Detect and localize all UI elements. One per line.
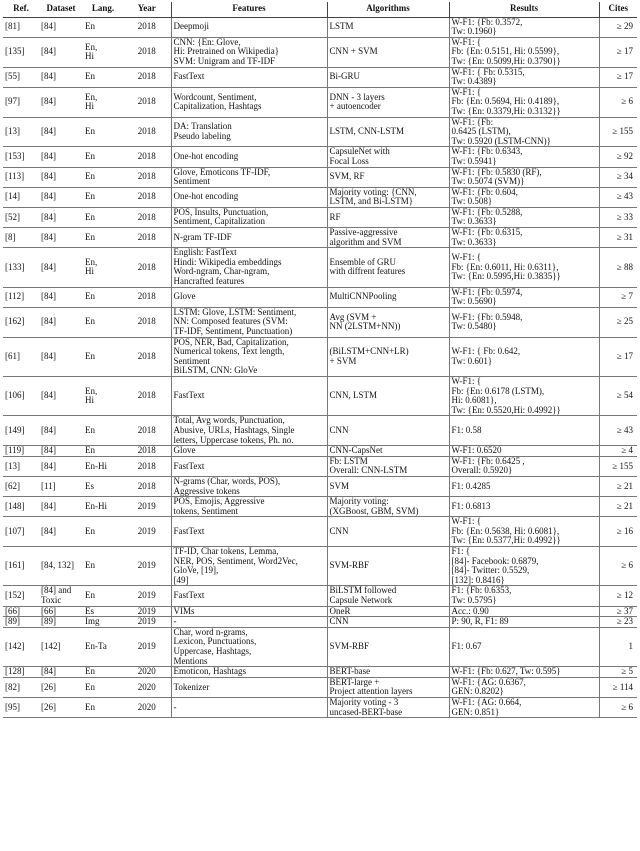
algorithms-cell: Majority voting: {CNN, LSTM, and Bi-LSTM} (327, 187, 449, 207)
year-cell: 2018 (123, 228, 171, 248)
results-cell: Acc.: 0.90 (449, 606, 599, 617)
year-cell: 2018 (123, 376, 171, 415)
results-cell: W-F1: { Fb: {En: 0.5151, Hi: 0.5599}, Tw: {En: 0.5099,Hi: 0.3790}} (449, 37, 599, 67)
dataset-cell: [84] (39, 307, 83, 337)
ref-cell: [142] (3, 627, 39, 666)
lang-cell: En-Hi (83, 456, 123, 476)
results-cell: F1: {Fb: 0.6353, Tw: 0.5795} (449, 586, 599, 606)
lang-cell: En (83, 187, 123, 207)
cites-cell: ≥ 6 (599, 87, 637, 117)
table-body (3, 17, 637, 718)
year-cell: 2018 (123, 17, 171, 37)
table-row (3, 456, 637, 476)
results-cell: W-F1: {Fb: 0.5948, Tw: 0.5480} (449, 307, 599, 337)
dataset-cell: [84] (39, 456, 83, 476)
year-cell: 2019 (123, 497, 171, 517)
lang-cell: En (83, 147, 123, 167)
ref-cell: [52] (3, 207, 39, 227)
algorithms-cell: CapsuleNet with Focal Loss (327, 147, 449, 167)
ref-cell: [95] (3, 697, 39, 717)
header-lang: Lang. (83, 2, 123, 17)
year-cell: 2019 (123, 517, 171, 547)
year-cell: 2018 (123, 67, 171, 87)
dataset-cell: [84] (39, 248, 83, 287)
table-row (3, 627, 637, 666)
ref-cell: [113] (3, 167, 39, 187)
features-cell: N-grams (Char, words, POS), Aggressive tokens (171, 476, 327, 496)
dataset-cell: [84] (39, 37, 83, 67)
lang-cell: En (83, 446, 123, 457)
results-cell: W-F1: { Fb: 0.5315, Tw: 0.4389} (449, 67, 599, 87)
features-cell: Char, word n-grams, Lexicon, Punctuations, Uppercase, Hashtags, Mentions (171, 627, 327, 666)
year-cell: 2018 (123, 287, 171, 307)
features-cell: VIMs (171, 606, 327, 617)
lang-cell: Img (83, 617, 123, 628)
table-row (3, 337, 637, 376)
cites-cell: ≥ 114 (599, 677, 637, 697)
cites-cell: ≥ 17 (599, 37, 637, 67)
table-row (3, 187, 637, 207)
results-cell: W-F1: {Fb: 0.627, Tw: 0.595} (449, 667, 599, 678)
results-cell: W-F1: {Fb: 0.3572, Tw: 0.1960} (449, 17, 599, 37)
lang-cell: En (83, 228, 123, 248)
ref-cell: [107] (3, 517, 39, 547)
year-cell: 2019 (123, 606, 171, 617)
lang-cell: En (83, 517, 123, 547)
table-row (3, 376, 637, 415)
cites-cell: ≥ 12 (599, 586, 637, 606)
algorithms-cell: SVM (327, 476, 449, 496)
features-cell: One-hot encoding (171, 147, 327, 167)
features-cell: Wordcount, Sentiment, Capitalization, Hashtags (171, 87, 327, 117)
algorithms-cell: BiLSTM followed Capsule Network (327, 586, 449, 606)
table-row (3, 248, 637, 287)
dataset-cell: [84] (39, 228, 83, 248)
table-row (3, 17, 637, 37)
cites-cell: ≥ 21 (599, 476, 637, 496)
results-cell: W-F1: {Fb: 0.6315, Tw: 0.3633} (449, 228, 599, 248)
algorithms-cell: Ensemble of GRU with diffrent features (327, 248, 449, 287)
features-cell: FastText (171, 517, 327, 547)
dataset-cell: [84] (39, 187, 83, 207)
results-cell: W-F1: {Fb: 0.5830 (RF), Tw: 0.5074 (SVM)} (449, 167, 599, 187)
ref-cell: [97] (3, 87, 39, 117)
features-cell: POS, Emojis, Aggressive tokens, Sentiment (171, 497, 327, 517)
header-year: Year (123, 2, 171, 17)
cites-cell: ≥ 33 (599, 207, 637, 227)
ref-cell: [153] (3, 147, 39, 167)
year-cell: 2018 (123, 147, 171, 167)
algorithms-cell: SVM-RBF (327, 627, 449, 666)
features-cell: Tokenizer (171, 677, 327, 697)
dataset-cell: [84] (39, 416, 83, 446)
results-cell: F1: 0.4285 (449, 476, 599, 496)
year-cell: 2020 (123, 677, 171, 697)
year-cell: 2019 (123, 547, 171, 586)
algorithms-cell: RF (327, 207, 449, 227)
ref-cell: [81] (3, 17, 39, 37)
table-row (3, 147, 637, 167)
cites-cell: ≥ 17 (599, 337, 637, 376)
ref-cell: [128] (3, 667, 39, 678)
table-row (3, 416, 637, 446)
ref-cell: [161] (3, 547, 39, 586)
ref-cell: [119] (3, 446, 39, 457)
table-row (3, 117, 637, 147)
dataset-cell: [84, 132] (39, 547, 83, 586)
table-row (3, 497, 637, 517)
ref-cell: [162] (3, 307, 39, 337)
features-cell: FastText (171, 456, 327, 476)
algorithms-cell: CNN (327, 617, 449, 628)
features-cell: LSTM: Glove, LSTM: Sentiment, NN: Composed features (SVM: TF-IDF, Sentiment, Punctuation) (171, 307, 327, 337)
cites-cell: ≥ 6 (599, 547, 637, 586)
cites-cell: ≥ 17 (599, 67, 637, 87)
dataset-cell: [26] (39, 677, 83, 697)
ref-cell: [66] (3, 606, 39, 617)
header-ref: Ref. (3, 2, 39, 17)
table-row (3, 667, 637, 678)
ref-cell: [14] (3, 187, 39, 207)
results-cell: W-F1: {Fb: 0.6425 (LSTM), Tw: 0.5920 (LSTM-CNN)} (449, 117, 599, 147)
algorithms-cell: CNN + SVM (327, 37, 449, 67)
features-cell: FastText (171, 586, 327, 606)
table-row (3, 37, 637, 67)
lang-cell: En (83, 207, 123, 227)
algorithms-cell: CNN-CapsNet (327, 446, 449, 457)
cites-cell: ≥ 29 (599, 17, 637, 37)
results-cell: F1: 0.58 (449, 416, 599, 446)
ref-cell: [112] (3, 287, 39, 307)
results-cell: F1: 0.6813 (449, 497, 599, 517)
results-cell: W-F1: {Fb: 0.6343, Tw: 0.5941} (449, 147, 599, 167)
ref-cell: [135] (3, 37, 39, 67)
algorithms-cell: LSTM, CNN-LSTM (327, 117, 449, 147)
algorithms-cell: MultiCNNPooling (327, 287, 449, 307)
lang-cell: Es (83, 476, 123, 496)
lang-cell: En (83, 416, 123, 446)
dataset-cell: [84] (39, 376, 83, 415)
cites-cell: ≥ 43 (599, 416, 637, 446)
cites-cell: ≥ 54 (599, 376, 637, 415)
results-cell: W-F1: { Fb: {En: 0.5638, Hi: 0.6081}, Tw: {En: 0.5377,Hi: 0.4992}} (449, 517, 599, 547)
ref-cell: [89] (3, 617, 39, 628)
results-cell: W-F1: {AG: 0.6367, GEN: 0.8202} (449, 677, 599, 697)
cites-cell: ≥ 16 (599, 517, 637, 547)
algorithms-cell: DNN - 3 layers + autoencoder (327, 87, 449, 117)
dataset-cell: [84] (39, 17, 83, 37)
features-cell: Glove (171, 287, 327, 307)
features-cell: Deepmoji (171, 17, 327, 37)
cites-cell: ≥ 43 (599, 187, 637, 207)
table-row (3, 547, 637, 586)
header-features: Features (171, 2, 327, 17)
table-row (3, 517, 637, 547)
ref-cell: [13] (3, 117, 39, 147)
lang-cell: En (83, 287, 123, 307)
dataset-cell: [84] (39, 497, 83, 517)
lang-cell: En (83, 67, 123, 87)
dataset-cell: [84] (39, 517, 83, 547)
header-algorithms: Algorithms (327, 2, 449, 17)
lang-cell: En (83, 117, 123, 147)
ref-cell: [82] (3, 677, 39, 697)
table-row (3, 207, 637, 227)
lang-cell: En (83, 307, 123, 337)
cites-cell: ≥ 155 (599, 456, 637, 476)
cites-cell: ≥ 6 (599, 697, 637, 717)
ref-cell: [13] (3, 456, 39, 476)
dataset-cell: [84] (39, 337, 83, 376)
dataset-cell: [84] (39, 207, 83, 227)
cites-cell: ≥ 25 (599, 307, 637, 337)
lang-cell: En (83, 167, 123, 187)
results-cell: W-F1: { Fb: {En: 0.6178 (LSTM), Hi: 0.6081}, Tw: {En: 0.5520,Hi: 0.4992}} (449, 376, 599, 415)
year-cell: 2018 (123, 117, 171, 147)
lang-cell: En, Hi (83, 248, 123, 287)
year-cell: 2019 (123, 617, 171, 628)
year-cell: 2018 (123, 37, 171, 67)
dataset-cell: [84] (39, 667, 83, 678)
cites-cell: ≥ 37 (599, 606, 637, 617)
year-cell: 2019 (123, 586, 171, 606)
table-row (3, 67, 637, 87)
lang-cell: En-Ta (83, 627, 123, 666)
results-cell: W-F1: { Fb: {En: 0.5694, Hi: 0.4189}, Tw: {En: 0.3379,Hi: 0.3132}} (449, 87, 599, 117)
table-row (3, 87, 637, 117)
algorithms-cell: (BiLSTM+CNN+LR) + SVM (327, 337, 449, 376)
year-cell: 2018 (123, 456, 171, 476)
results-cell: W-F1: {Fb: 0.604, Tw: 0.508} (449, 187, 599, 207)
features-cell: Emoticon, Hashtags (171, 667, 327, 678)
features-cell: CNN: {En: Glove, Hi: Pretrained on Wikipedia} SVM: Unigram and TF-IDF (171, 37, 327, 67)
year-cell: 2020 (123, 667, 171, 678)
features-cell: Glove (171, 446, 327, 457)
ref-cell: [62] (3, 476, 39, 496)
results-cell: W-F1: {Fb: 0.5288, Tw: 0.3633} (449, 207, 599, 227)
algorithms-cell: CNN, LSTM (327, 376, 449, 415)
ref-cell: [55] (3, 67, 39, 87)
year-cell: 2018 (123, 167, 171, 187)
dataset-cell: [84] (39, 87, 83, 117)
dataset-cell: [84] and Toxic (39, 586, 83, 606)
year-cell: 2019 (123, 627, 171, 666)
year-cell: 2018 (123, 337, 171, 376)
header-dataset: Dataset (39, 2, 83, 17)
literature-table (3, 2, 637, 718)
ref-cell: [149] (3, 416, 39, 446)
lang-cell: En (83, 697, 123, 717)
cites-cell: ≥ 4 (599, 446, 637, 457)
table-row (3, 677, 637, 697)
results-cell: W-F1: 0.6520 (449, 446, 599, 457)
lang-cell: En, Hi (83, 376, 123, 415)
table-row (3, 617, 637, 628)
features-cell: English: FastText Hindi: Wikipedia embeddings Word-ngram, Char-ngram, Hancrafted features (171, 248, 327, 287)
dataset-cell: [11] (39, 476, 83, 496)
table-row (3, 476, 637, 496)
table-row (3, 287, 637, 307)
dataset-cell: [84] (39, 147, 83, 167)
lang-cell: En (83, 547, 123, 586)
features-cell: POS, NER, Bad, Capitalization, Numerical tokens, Text length, Sentiment BiLSTM, CNN: GloVe (171, 337, 327, 376)
cites-cell: 1 (599, 627, 637, 666)
lang-cell: En (83, 337, 123, 376)
lang-cell: En, Hi (83, 87, 123, 117)
cites-cell: ≥ 88 (599, 248, 637, 287)
cites-cell: ≥ 7 (599, 287, 637, 307)
results-cell: F1: 0.67 (449, 627, 599, 666)
ref-cell: [8] (3, 228, 39, 248)
cites-cell: ≥ 31 (599, 228, 637, 248)
features-cell: TF-ID, Char tokens, Lemma, NER, POS, Sentiment, Word2Vec, GloVe, [19], [49] (171, 547, 327, 586)
ref-cell: [61] (3, 337, 39, 376)
year-cell: 2018 (123, 87, 171, 117)
lang-cell: En (83, 17, 123, 37)
cites-cell: ≥ 21 (599, 497, 637, 517)
algorithms-cell: BERT-base (327, 667, 449, 678)
features-cell: Total, Avg words, Punctuation, Abusive, URLs, Hashtags, Single letters, Uppercase tokens, Ph. no. (171, 416, 327, 446)
results-cell: W-F1: {Fb: 0.5974, Tw: 0.5690} (449, 287, 599, 307)
cites-cell: ≥ 155 (599, 117, 637, 147)
dataset-cell: [66] (39, 606, 83, 617)
results-cell: W-F1: { Fb: {En: 0.6011, Hi: 0.6311}, Tw: {En: 0.5995,Hi: 0.3835}} (449, 248, 599, 287)
dataset-cell: [84] (39, 446, 83, 457)
lang-cell: En, Hi (83, 37, 123, 67)
ref-cell: [152] (3, 586, 39, 606)
table-row (3, 307, 637, 337)
algorithms-cell: CNN (327, 517, 449, 547)
algorithms-cell: Bi-GRU (327, 67, 449, 87)
algorithms-cell: OneR (327, 606, 449, 617)
results-cell: W-F1: { Fb: 0.642, Tw: 0.601} (449, 337, 599, 376)
features-cell: DA: Translation Pseudo labeling (171, 117, 327, 147)
lang-cell: Es (83, 606, 123, 617)
results-cell: F1: { [84]- Facebook: 0.6879, [84]- Twitter: 0.5529, [132]: 0.8416} (449, 547, 599, 586)
dataset-cell: [84] (39, 67, 83, 87)
table-row (3, 228, 637, 248)
algorithms-cell: CNN (327, 416, 449, 446)
results-cell: W-F1: {Fb: 0.6425 , Overall: 0.5920} (449, 456, 599, 476)
table-row (3, 167, 637, 187)
table-row (3, 606, 637, 617)
algorithms-cell: Avg (SVM + NN (2LSTM+NN)) (327, 307, 449, 337)
algorithms-cell: Majority voting: (XGBoost, GBM, SVM) (327, 497, 449, 517)
cites-cell: ≥ 23 (599, 617, 637, 628)
header-results: Results (449, 2, 599, 17)
year-cell: 2018 (123, 248, 171, 287)
table-row (3, 446, 637, 457)
dataset-cell: [142] (39, 627, 83, 666)
table-row (3, 697, 637, 717)
table-header (3, 2, 637, 17)
year-cell: 2018 (123, 416, 171, 446)
features-cell: - (171, 617, 327, 628)
lang-cell: En (83, 667, 123, 678)
features-cell: One-hot encoding (171, 187, 327, 207)
algorithms-cell: Passive-aggressive algorithm and SVM (327, 228, 449, 248)
features-cell: N-gram TF-IDF (171, 228, 327, 248)
algorithms-cell: SVM, RF (327, 167, 449, 187)
ref-cell: [148] (3, 497, 39, 517)
algorithms-cell: LSTM (327, 17, 449, 37)
results-cell: P: 90, R, F1: 89 (449, 617, 599, 628)
features-cell: Glove, Emoticons TF-IDF, Sentiment (171, 167, 327, 187)
table-row (3, 586, 637, 606)
cites-cell: ≥ 5 (599, 667, 637, 678)
lang-cell: En (83, 677, 123, 697)
year-cell: 2018 (123, 187, 171, 207)
dataset-cell: [26] (39, 697, 83, 717)
header-cites: Cites (599, 2, 637, 17)
ref-cell: [133] (3, 248, 39, 287)
cites-cell: ≥ 92 (599, 147, 637, 167)
algorithms-cell: SVM-RBF (327, 547, 449, 586)
year-cell: 2018 (123, 446, 171, 457)
algorithms-cell: Fb: LSTM Overall: CNN-LSTM (327, 456, 449, 476)
dataset-cell: [84] (39, 117, 83, 147)
year-cell: 2018 (123, 307, 171, 337)
features-cell: FastText (171, 67, 327, 87)
dataset-cell: [84] (39, 287, 83, 307)
results-cell: W-F1: {AG: 0.664, GEN: 0.851} (449, 697, 599, 717)
year-cell: 2018 (123, 476, 171, 496)
ref-cell: [106] (3, 376, 39, 415)
algorithms-cell: Majority voting - 3 uncased-BERT-base (327, 697, 449, 717)
cites-cell: ≥ 34 (599, 167, 637, 187)
features-cell: POS, Insults, Punctuation, Sentiment, Capitalization (171, 207, 327, 227)
lang-cell: En-Hi (83, 497, 123, 517)
features-cell: FastText (171, 376, 327, 415)
algorithms-cell: BERT-large + Project attention layers (327, 677, 449, 697)
dataset-cell: [84] (39, 167, 83, 187)
year-cell: 2018 (123, 207, 171, 227)
year-cell: 2020 (123, 697, 171, 717)
features-cell: - (171, 697, 327, 717)
dataset-cell: [89] (39, 617, 83, 628)
lang-cell: En (83, 586, 123, 606)
